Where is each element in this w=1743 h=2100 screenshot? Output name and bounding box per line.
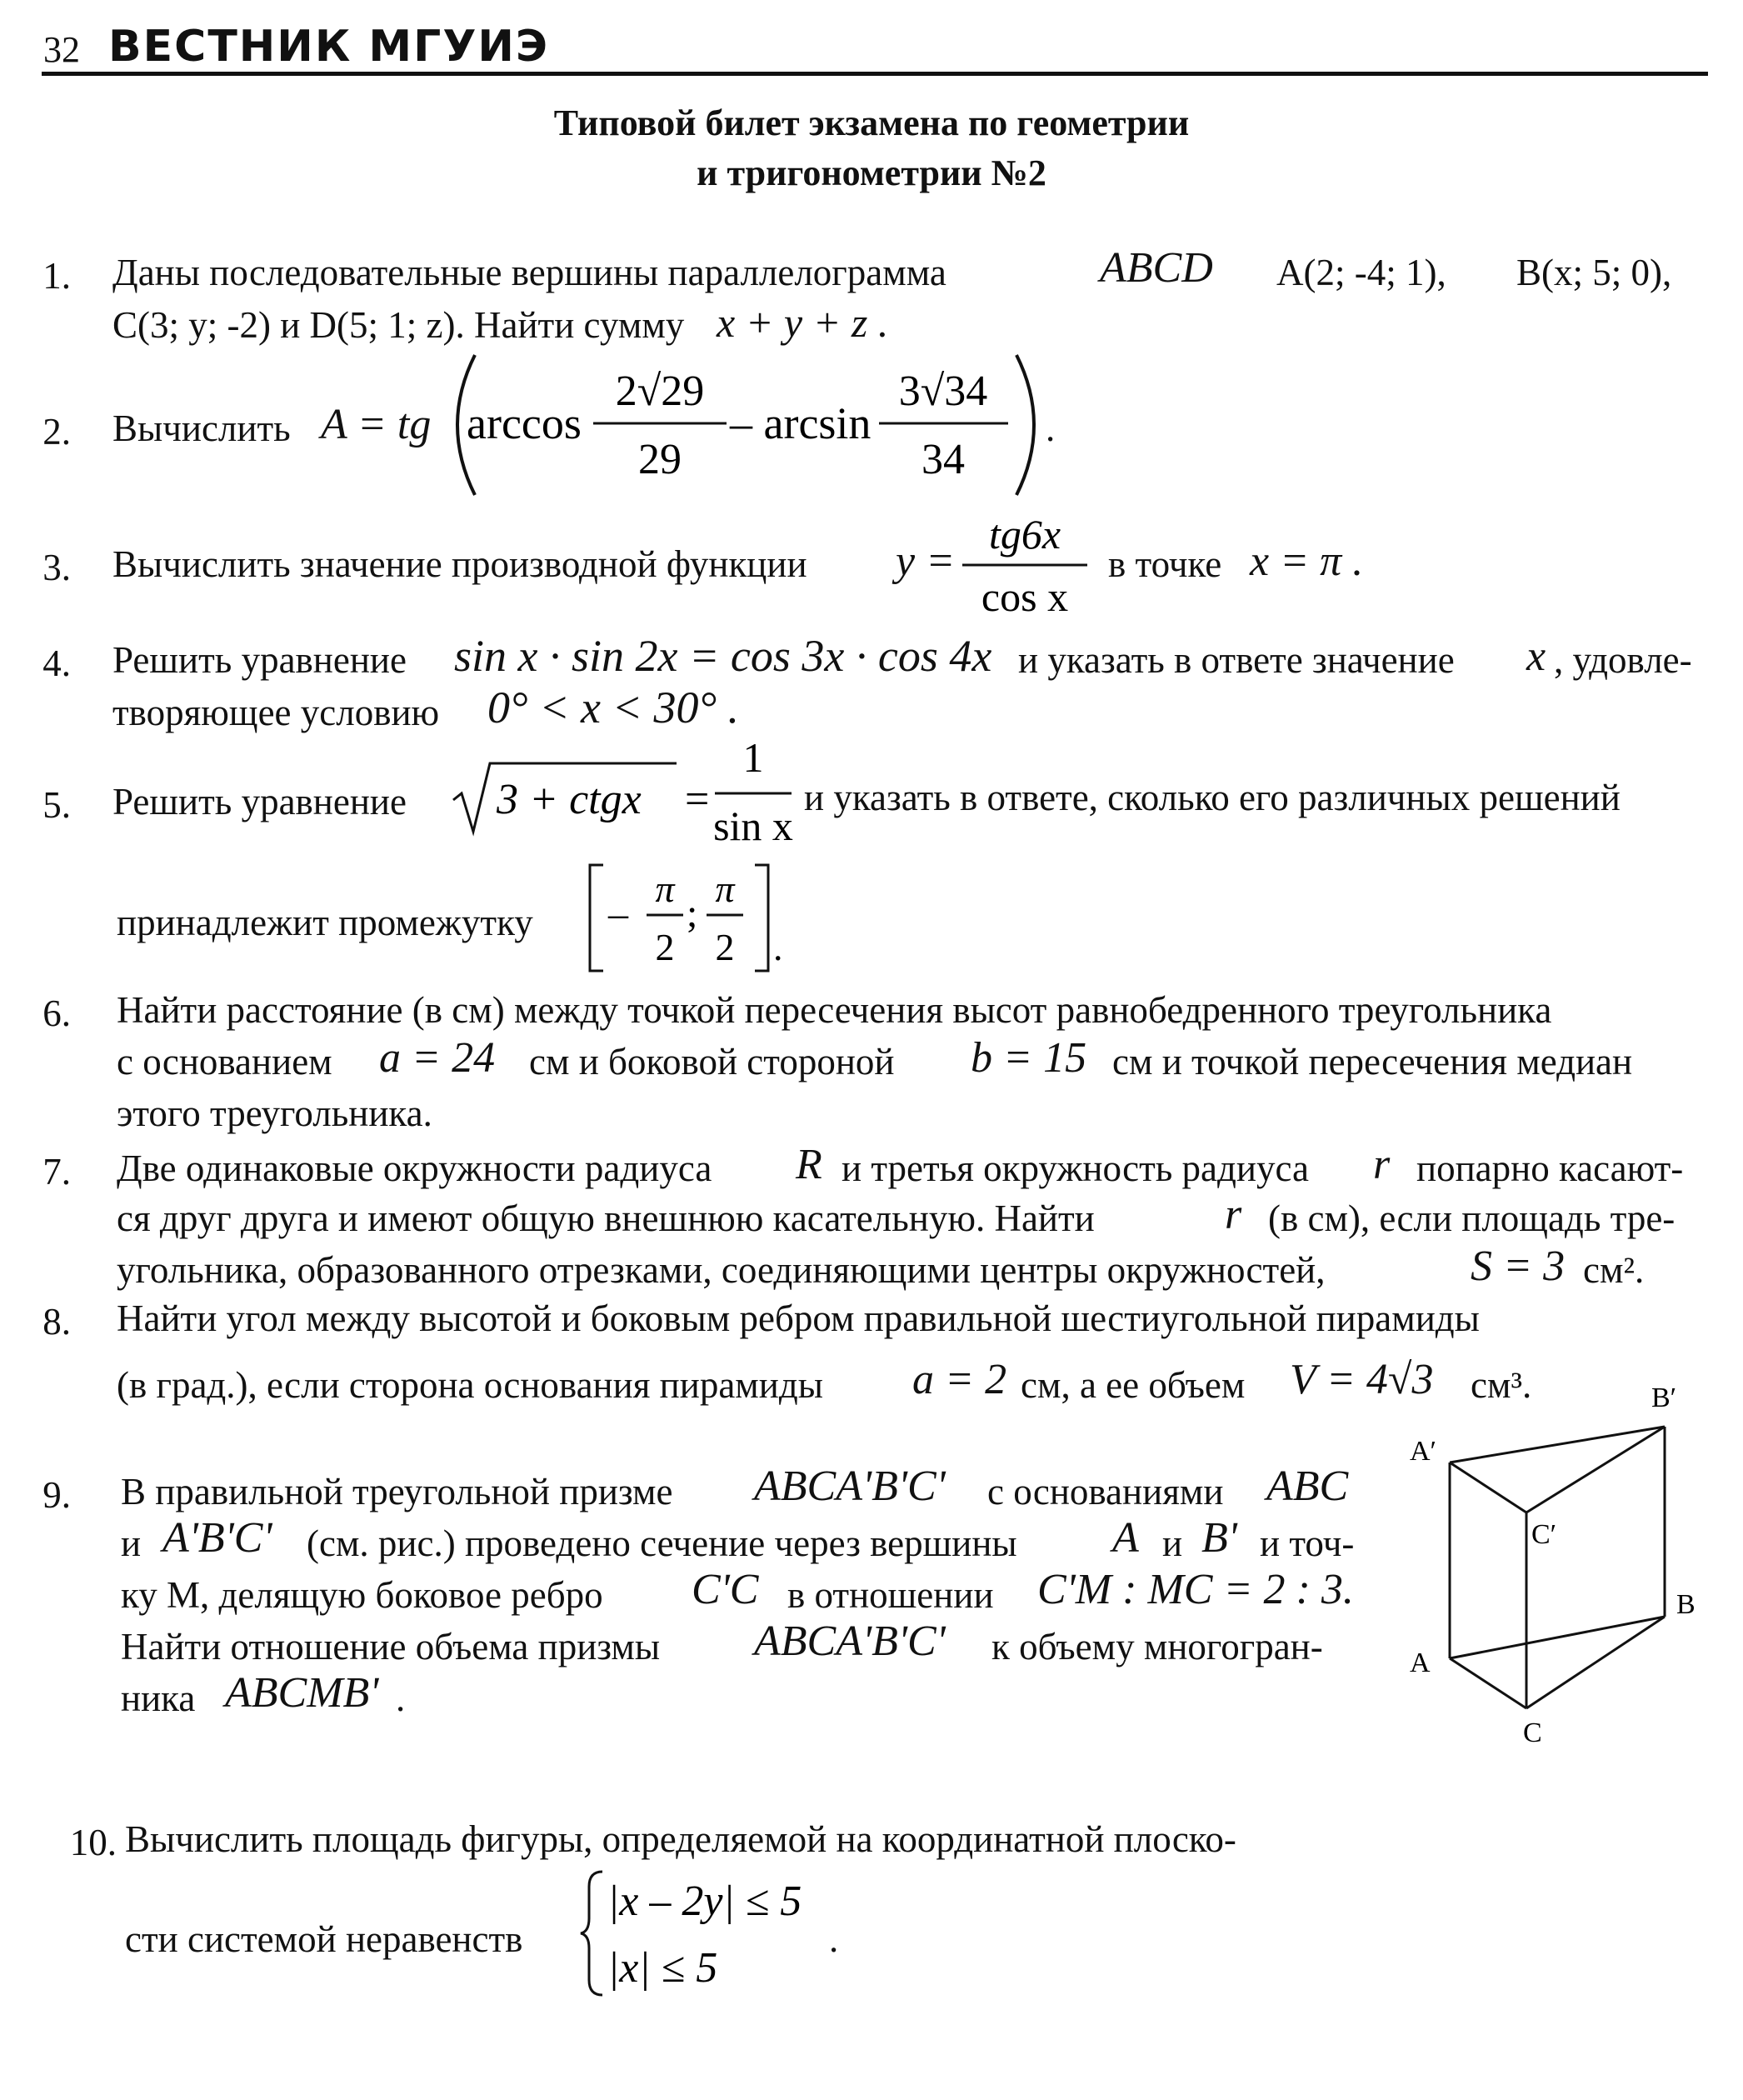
problem-1-figure: ABCD	[1100, 244, 1213, 292]
interval-left-denominator: 2	[655, 926, 675, 968]
problem-10-number: 10.	[69, 1822, 117, 1863]
arccos-label: arccos	[467, 398, 582, 448]
problem-5-line2: принадлежит промежутку	[117, 902, 533, 943]
problem-3-lhs: y =	[896, 538, 956, 585]
fraction-2-numerator: 3√34	[898, 368, 988, 415]
problem-4-lead: Решить уравнение	[112, 639, 407, 681]
problem-6-base: a = 24	[379, 1034, 496, 1082]
prism-figure	[1400, 1364, 1716, 1758]
problem-5-lead: Решить уравнение	[112, 781, 407, 822]
problem-1-text: Даны последовательные вершины параллелограмма	[112, 252, 946, 293]
problem-10-line1: Вычислить площадь фигуры, определяемой на координатной плоско-	[125, 1818, 1236, 1860]
problem-6-side: b = 15	[971, 1034, 1087, 1082]
problem-4-equation: sin x · sin 2x = cos 3x · cos 4x	[454, 631, 992, 681]
problem-9-line5b: .	[396, 1678, 406, 1719]
ticket-title-line1: Типовой билет экзамена по геометрии	[553, 102, 1190, 143]
label-Bprime: B′	[1651, 1382, 1677, 1413]
arcsin-label: – arcsin	[730, 398, 872, 448]
problem-5-number: 5.	[42, 784, 71, 826]
problem-1-number: 1.	[42, 255, 71, 297]
problem-8-line1: Найти угол между высотой и боковым ребром правильной шестиугольной пирамиды	[117, 1298, 1480, 1339]
problem-7-unit: см².	[1583, 1249, 1645, 1291]
problem-9-line1a: В правильной треугольной призме	[121, 1471, 673, 1512]
problem-2-lhs: A = tg	[321, 401, 432, 448]
problem-2-formula	[433, 348, 1050, 502]
semicolon: ;	[687, 892, 698, 936]
interval-left-numerator: π	[655, 868, 675, 910]
fraction-1-numerator: 2√29	[615, 368, 705, 415]
problem-9-line3b: в отношении	[787, 1574, 994, 1616]
problem-7-r-2: r	[1225, 1191, 1242, 1238]
problem-8-a: a = 2	[912, 1356, 1007, 1403]
problem-6-line3: этого треугольника.	[117, 1092, 432, 1134]
inequality-1: |x – 2y| ≤ 5	[607, 1878, 802, 1925]
left-bracket	[590, 865, 603, 971]
problem-7-line2a: ся друг друга и имеют общую внешнюю касательную. Найти	[117, 1198, 1095, 1239]
label-B: B	[1676, 1589, 1696, 1620]
problem-9-Bprime: B'	[1201, 1514, 1237, 1562]
problem-7-line3a: угольника, образованного отрезками, соединяющими центры окружностей,	[117, 1249, 1326, 1291]
problem-9-number: 9.	[42, 1474, 71, 1516]
page-number: 32	[43, 29, 80, 70]
problem-6-line2a: с основанием	[117, 1041, 332, 1082]
inequality-2: |x| ≤ 5	[607, 1944, 718, 1992]
right-bracket	[755, 865, 768, 971]
label-C: C	[1523, 1718, 1542, 1748]
problem-9-line2a: и	[121, 1522, 142, 1564]
problem-9-line1b: с основаниями	[987, 1471, 1224, 1512]
problem-3-number: 3.	[42, 547, 71, 588]
edge-ApCp	[1450, 1462, 1526, 1512]
problem-4-number: 4.	[42, 642, 71, 684]
problem-9-ratio: C'M : MC = 2 : 3.	[1037, 1566, 1354, 1613]
label-A: A	[1410, 1648, 1431, 1678]
problem-8-unit: см³.	[1471, 1364, 1532, 1406]
equals-sign: =	[685, 776, 710, 823]
fraction-numerator: tg6x	[988, 511, 1061, 558]
problem-9-base1: ABC	[1266, 1462, 1349, 1510]
problem-2-lead: Вычислить	[112, 408, 291, 449]
edge-CpBp	[1526, 1427, 1665, 1512]
problem-5-formula	[450, 733, 800, 854]
problem-8-line2b: см, а ее объем	[1021, 1364, 1246, 1406]
interval-right-denominator: 2	[715, 926, 735, 968]
edge-ApBp	[1450, 1427, 1665, 1462]
problem-3-point: x = π .	[1250, 538, 1364, 585]
problem-9-poly: ABCMB'	[225, 1669, 379, 1717]
problem-1-line2: C(3; y; -2) и D(5; 1; z). Найти сумму	[112, 304, 685, 346]
problem-8-number: 8.	[42, 1301, 71, 1342]
problem-7-line2b: (в см), если площадь тре-	[1268, 1198, 1676, 1239]
problem-3-text: Вычислить значение производной функции	[112, 543, 807, 585]
problem-9-line4a: Найти отношение объема призмы	[121, 1626, 661, 1668]
fraction-denominator: cos x	[981, 573, 1069, 620]
problem-7-line1b: и третья окружность радиуса	[842, 1148, 1309, 1189]
problem-9-edge: C'C	[692, 1566, 759, 1613]
problem-4-condition: 0° < x < 30° .	[487, 682, 740, 732]
problem-6-line2c: см и точкой пересечения медиан	[1112, 1041, 1633, 1082]
problem-2-end: .	[1046, 408, 1056, 449]
problem-10-line2: сти системой неравенств	[125, 1918, 523, 1960]
problem-9-line5a: ника	[121, 1678, 196, 1719]
problem-7-number: 7.	[42, 1151, 71, 1192]
problem-10-end: .	[829, 1918, 839, 1960]
problem-4-tail: , удовле-	[1554, 639, 1692, 681]
fraction-numerator: 1	[742, 734, 764, 781]
problem-2-number: 2.	[42, 411, 71, 452]
problem-4-line2: творяющее условию	[112, 692, 440, 733]
problem-9-line4b: к объему многогран-	[991, 1626, 1323, 1668]
ticket-title-line2: и тригонометрии №2	[697, 152, 1046, 193]
problem-4-mid: и указать в ответе значение	[1018, 639, 1455, 681]
problem-9-base2: A'B'C'	[162, 1514, 272, 1562]
problem-8-volume: V = 4√3	[1290, 1356, 1434, 1403]
problem-7-R: R	[796, 1141, 822, 1188]
label-Aprime: A′	[1410, 1436, 1436, 1467]
problem-9-prism: ABCA'B'C'	[754, 1462, 946, 1510]
problem-3-tail: в точке	[1108, 543, 1222, 585]
label-Cprime: C′	[1531, 1519, 1557, 1550]
problem-9-prism-2: ABCA'B'C'	[754, 1618, 946, 1665]
problem-7-area: S = 3	[1471, 1242, 1566, 1290]
problem-8-line2a: (в град.), если сторона основания пирамиды	[117, 1364, 823, 1406]
fraction-denominator: sin x	[713, 802, 793, 849]
problem-7-r: r	[1373, 1141, 1391, 1188]
period: .	[773, 926, 783, 968]
problem-7-line1a: Две одинаковые окружности радиуса	[117, 1148, 712, 1189]
problem-9-A: A	[1112, 1514, 1139, 1562]
problem-5-interval	[583, 858, 792, 979]
right-paren	[1016, 355, 1034, 495]
minus-sign: –	[608, 892, 628, 936]
fraction-1-denominator: 29	[638, 436, 682, 483]
fraction-2-denominator: 34	[921, 436, 965, 483]
journal-title: ВЕСТНИК МГУИЭ	[108, 22, 550, 72]
radicand: 3 + ctgx	[497, 776, 642, 823]
problem-4-var: x	[1526, 632, 1546, 680]
problem-6-line2b: см и боковой стороной	[529, 1041, 895, 1082]
problem-1-point-b: B(x; 5; 0),	[1516, 252, 1672, 293]
system-brace	[581, 1872, 602, 1995]
interval-right-numerator: π	[715, 868, 735, 910]
header-rule	[42, 72, 1708, 76]
problem-10-system	[579, 1867, 854, 2000]
problem-6-line1: Найти расстояние (в см) между точкой пересечения высот равнобедренного треугольника	[117, 989, 1552, 1031]
problem-9-line2b: (см. рис.) проведено сечение через вершины	[307, 1522, 1017, 1564]
problem-5-tail: и указать в ответе, сколько его различных решений	[804, 777, 1621, 818]
problem-9-line3a: ку М, делящую боковое ребро	[121, 1574, 603, 1616]
problem-9-and: и	[1162, 1522, 1183, 1564]
problem-9-line2c: и точ-	[1260, 1522, 1355, 1564]
problem-7-line1c: попарно касают-	[1416, 1148, 1684, 1189]
edge-AC	[1450, 1658, 1526, 1708]
problem-3-fraction	[950, 507, 1100, 623]
problem-1-point-a: A(2; -4; 1),	[1276, 252, 1446, 293]
problem-6-number: 6.	[42, 992, 71, 1034]
problem-1-expr: x + y + z .	[717, 299, 889, 346]
